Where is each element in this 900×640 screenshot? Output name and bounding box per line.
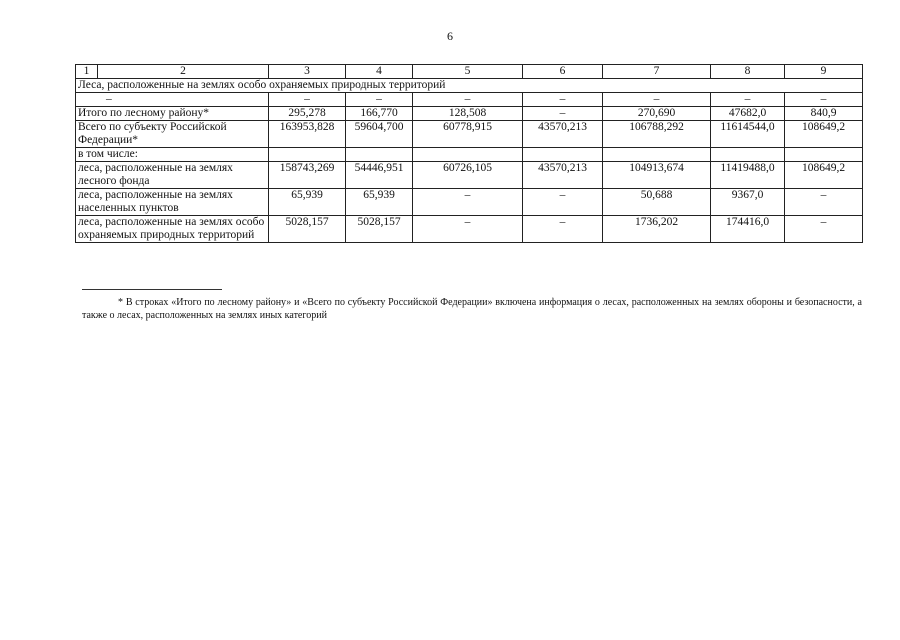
table-cell: 158743,269 — [269, 162, 346, 189]
table-cell: 65,939 — [269, 189, 346, 216]
table-cell — [711, 148, 785, 162]
table-cell: – — [413, 189, 523, 216]
table-cell — [269, 148, 346, 162]
table-cell: 43570,213 — [523, 162, 603, 189]
column-number: 2 — [98, 65, 269, 79]
row-label: леса, расположенные на землях особо охраняемых природных территорий — [76, 216, 269, 243]
table-cell: – — [785, 189, 863, 216]
table-cell: 108649,2 — [785, 121, 863, 148]
column-number: 9 — [785, 65, 863, 79]
table-cell: 43570,213 — [523, 121, 603, 148]
table-cell: 270,690 — [603, 107, 711, 121]
table-cell: – — [785, 93, 863, 107]
table-cell: – — [523, 107, 603, 121]
table-cell: 50,688 — [603, 189, 711, 216]
table-cell — [523, 148, 603, 162]
forest-data-table — [75, 64, 863, 243]
table-cell: – — [785, 216, 863, 243]
row-label: Всего по субъекту Российской Федерации* — [76, 121, 269, 148]
table-cell: – — [523, 216, 603, 243]
table-row — [76, 107, 863, 121]
table-cell: – — [523, 189, 603, 216]
table-cell — [603, 148, 711, 162]
column-number: 8 — [711, 65, 785, 79]
table-cell — [785, 148, 863, 162]
table-cell: – — [346, 93, 413, 107]
row-label: Итого по лесному району* — [76, 107, 269, 121]
footnote: * В строках «Итого по лесному району» и «Всего по субъекту Российской Федерации» включена информация о лесах, расположенных на землях обороны и безопасности, а также о лесах, расположенных на землях иных категорий — [82, 297, 862, 321]
table-row — [76, 148, 863, 162]
table-cell — [413, 148, 523, 162]
table-cell: – — [603, 93, 711, 107]
column-number: 4 — [346, 65, 413, 79]
table-cell: 47682,0 — [711, 107, 785, 121]
table-cell: 166,770 — [346, 107, 413, 121]
table-cell: 5028,157 — [269, 216, 346, 243]
table-cell: 60778,915 — [413, 121, 523, 148]
table-cell: 106788,292 — [603, 121, 711, 148]
column-number: 6 — [523, 65, 603, 79]
column-number: 5 — [413, 65, 523, 79]
column-number: 7 — [603, 65, 711, 79]
column-number: 3 — [269, 65, 346, 79]
column-number: 1 — [76, 65, 98, 79]
row-label: – — [76, 93, 269, 107]
table-cell: 11419488,0 — [711, 162, 785, 189]
table-cell: 840,9 — [785, 107, 863, 121]
table-row — [76, 162, 863, 189]
table-cell: 163953,828 — [269, 121, 346, 148]
table-cell: 1736,202 — [603, 216, 711, 243]
table-cell: 9367,0 — [711, 189, 785, 216]
table-cell: – — [523, 93, 603, 107]
table-cell: – — [413, 216, 523, 243]
section-title: Леса, расположенные на землях особо охраняемых природных территорий — [76, 79, 863, 93]
row-label: в том числе: — [76, 148, 269, 162]
table-cell: – — [711, 93, 785, 107]
row-label: леса, расположенные на землях лесного фонда — [76, 162, 269, 189]
footnote-divider — [82, 289, 222, 290]
table-cell: 295,278 — [269, 107, 346, 121]
table-row — [76, 121, 863, 148]
table-row — [76, 189, 863, 216]
table-cell — [346, 148, 413, 162]
table-cell: 108649,2 — [785, 162, 863, 189]
table-cell: – — [269, 93, 346, 107]
table-cell: 54446,951 — [346, 162, 413, 189]
table-cell: 174416,0 — [711, 216, 785, 243]
section-title-row — [76, 79, 863, 93]
table-cell: 59604,700 — [346, 121, 413, 148]
table-row — [76, 216, 863, 243]
table-cell: 5028,157 — [346, 216, 413, 243]
table-cell: 60726,105 — [413, 162, 523, 189]
table-row — [76, 93, 863, 107]
table-cell: 104913,674 — [603, 162, 711, 189]
page-number: 6 — [447, 29, 453, 43]
table-cell: – — [413, 93, 523, 107]
table-cell: 128,508 — [413, 107, 523, 121]
table-cell: 65,939 — [346, 189, 413, 216]
table-header-row — [76, 65, 863, 79]
table-cell: 11614544,0 — [711, 121, 785, 148]
row-label: леса, расположенные на землях населенных пунктов — [76, 189, 269, 216]
